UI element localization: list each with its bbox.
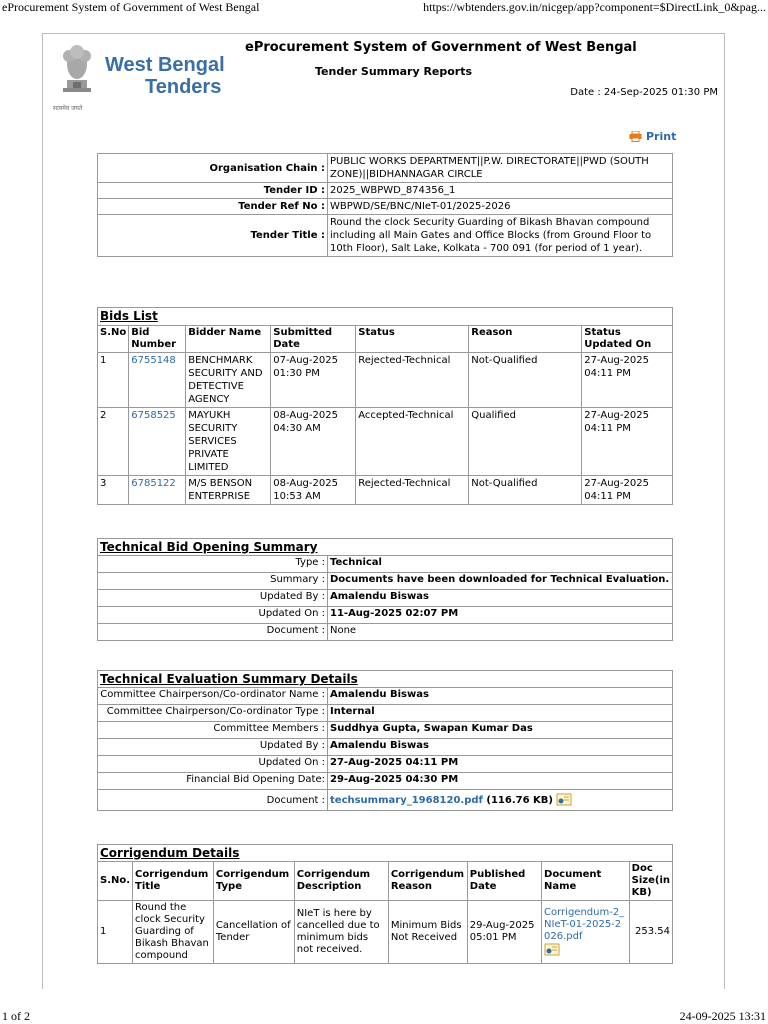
bid-number-link[interactable]: 6755148	[129, 353, 186, 408]
cell-submitted: 08-Aug-2025 04:30 AM	[271, 408, 356, 476]
column-header: Doc Size(in KB)	[629, 862, 672, 901]
field-value: WBPWD/SE/BNC/NIeT-01/2025-2026	[328, 199, 673, 215]
field-label: Organisation Chain :	[98, 154, 328, 183]
report-page	[42, 33, 725, 989]
browser-url: https://wbtenders.gov.in/nicgep/app?component=$DirectLink_0&pag...	[423, 0, 766, 14]
table-row	[98, 476, 673, 505]
field-value: 11-Aug-2025 02:07 PM	[328, 607, 673, 624]
technical-evaluation-table	[97, 670, 673, 811]
summary-row	[98, 573, 673, 590]
print-label: Print	[646, 130, 677, 143]
field-label: Document :	[98, 790, 328, 811]
certificate-icon[interactable]	[544, 943, 560, 957]
field-value: Internal	[328, 705, 673, 722]
field-value: Suddhya Gupta, Swapan Kumar Das	[328, 722, 673, 739]
field-value: 27-Aug-2025 04:11 PM	[328, 756, 673, 773]
browser-page-title: eProcurement System of Government of West Bengal	[2, 0, 260, 14]
cell-status: Rejected-Technical	[356, 353, 469, 408]
section-title: Bids List	[98, 308, 673, 326]
field-value: PUBLIC WORKS DEPARTMENT||P.W. DIRECTORATE||PWD (SOUTH ZONE)||BIDHANNAGAR CIRCLE	[328, 154, 673, 183]
corrigendum-document-link[interactable]: Corrigendum-2_NIeT-01-2025-2026.pdf	[544, 907, 625, 942]
cell-bidder: M/S BENSON ENTERPRISE	[186, 476, 271, 505]
section-title: Corrigendum Details	[98, 845, 673, 862]
cell-sno: 1	[98, 901, 133, 964]
section-title: Technical Bid Opening Summary	[98, 539, 673, 556]
print-button[interactable]	[629, 130, 676, 143]
summary-row	[98, 756, 673, 773]
column-header: S.No	[98, 326, 129, 353]
cell-reason: Qualified	[469, 408, 582, 476]
state-emblem-icon	[53, 40, 101, 102]
field-value: Documents have been downloaded for Technical Evaluation.	[328, 573, 673, 590]
column-header: Submitted Date	[271, 326, 356, 353]
column-header: Bidder Name	[186, 326, 271, 353]
browser-print-header	[0, 0, 768, 16]
field-value: Technical	[328, 556, 673, 573]
field-value: 29-Aug-2025 04:30 PM	[328, 773, 673, 790]
cell-submitted: 07-Aug-2025 01:30 PM	[271, 353, 356, 408]
cell-sno: 1	[98, 353, 129, 408]
table-row	[98, 408, 673, 476]
summary-row	[98, 556, 673, 573]
field-value: None	[328, 624, 673, 641]
summary-row	[98, 722, 673, 739]
field-label: Document :	[98, 624, 328, 641]
table-header-row	[98, 326, 673, 353]
summary-row	[98, 624, 673, 641]
tender-info-row	[98, 183, 673, 199]
bids-list-table	[97, 307, 673, 505]
field-label: Tender Title :	[98, 215, 328, 257]
certificate-icon[interactable]	[556, 793, 572, 807]
cell-doc-size: 253.54	[629, 901, 672, 964]
field-label: Tender ID :	[98, 183, 328, 199]
cell-submitted: 08-Aug-2025 10:53 AM	[271, 476, 356, 505]
cell-sno: 3	[98, 476, 129, 505]
summary-row	[98, 739, 673, 756]
bid-number-link[interactable]: 6758525	[129, 408, 186, 476]
column-header: S.No.	[98, 862, 133, 901]
column-header: Reason	[469, 326, 582, 353]
field-label: Updated By :	[98, 590, 328, 607]
document-cell	[328, 790, 673, 811]
column-header: Corrigendum Description	[294, 862, 388, 901]
cell-published: 29-Aug-2025 05:01 PM	[467, 901, 541, 964]
cell-updated: 27-Aug-2025 04:11 PM	[582, 476, 673, 505]
table-header-row	[98, 862, 673, 901]
cell-sno: 2	[98, 408, 129, 476]
browser-print-footer	[0, 1009, 768, 1024]
tender-info-row	[98, 215, 673, 257]
cell-description: NIeT is here by cancelled due to minimum bids not received.	[294, 901, 388, 964]
tender-info-row	[98, 154, 673, 183]
field-label: Committee Members :	[98, 722, 328, 739]
print-datetime: 24-09-2025 13:31	[679, 1009, 766, 1023]
document-link[interactable]: techsummary_1968120.pdf	[330, 795, 483, 806]
cell-updated: 27-Aug-2025 04:11 PM	[582, 353, 673, 408]
field-value: 2025_WBPWD_874356_1	[328, 183, 673, 199]
field-value: Amalendu Biswas	[328, 739, 673, 756]
field-label: Updated By :	[98, 739, 328, 756]
report-date: Date : 24-Sep-2025 01:30 PM	[570, 87, 718, 98]
cell-status: Accepted-Technical	[356, 408, 469, 476]
report-title: Tender Summary Reports	[315, 65, 473, 78]
field-label: Committee Chairperson/Co-ordinator Name :	[98, 688, 328, 705]
table-row	[98, 353, 673, 408]
summary-row	[98, 607, 673, 624]
logo-line-1: West Bengal	[105, 54, 225, 76]
field-label: Summary :	[98, 573, 328, 590]
field-label: Financial Bid Opening Date:	[98, 773, 328, 790]
cell-document	[542, 901, 630, 964]
emblem-caption: सत्यमेव जयते	[53, 105, 83, 112]
bid-number-link[interactable]: 6785122	[129, 476, 186, 505]
printer-icon	[629, 131, 642, 142]
column-header: Published Date	[467, 862, 541, 901]
summary-row	[98, 705, 673, 722]
cell-reason: Not-Qualified	[469, 353, 582, 408]
corrigendum-table	[97, 844, 673, 964]
cell-type: Cancellation of Tender	[213, 901, 294, 964]
column-header: Bid Number	[129, 326, 186, 353]
tender-info-table	[97, 153, 673, 257]
document-size: (116.76 KB)	[486, 795, 553, 806]
field-label: Updated On :	[98, 756, 328, 773]
summary-row	[98, 688, 673, 705]
field-value: Amalendu Biswas	[328, 688, 673, 705]
summary-row	[98, 590, 673, 607]
cell-updated: 27-Aug-2025 04:11 PM	[582, 408, 673, 476]
cell-reason: Minimum Bids Not Received	[388, 901, 467, 964]
column-header: Document Name	[542, 862, 630, 901]
technical-bid-opening-table	[97, 538, 673, 641]
summary-row	[98, 790, 673, 811]
cell-reason: Not-Qualified	[469, 476, 582, 505]
page-count: 1 of 2	[2, 1009, 30, 1023]
field-value: Round the clock Security Guarding of Bikash Bhavan compound including all Main Gates and Office Blocks (from Ground Floor to 10th Floor), Salt Lake, Kolkata - 700 091 (for period of 1 year).	[328, 215, 673, 257]
field-label: Type :	[98, 556, 328, 573]
column-header: Corrigendum Reason	[388, 862, 467, 901]
cell-status: Rejected-Technical	[356, 476, 469, 505]
cell-bidder: MAYUKH SECURITY SERVICES PRIVATE LIMITED	[186, 408, 271, 476]
summary-row	[98, 773, 673, 790]
column-header: Status	[356, 326, 469, 353]
section-title: Technical Evaluation Summary Details	[98, 671, 673, 688]
field-label: Committee Chairperson/Co-ordinator Type :	[98, 705, 328, 722]
field-label: Updated On :	[98, 607, 328, 624]
table-row	[98, 901, 673, 964]
tender-info-row	[98, 199, 673, 215]
field-label: Tender Ref No :	[98, 199, 328, 215]
logo-text	[105, 54, 237, 98]
page-title: eProcurement System of Government of West Bengal	[245, 40, 637, 55]
site-logo[interactable]	[53, 40, 233, 114]
cell-bidder: BENCHMARK SECURITY AND DETECTIVE AGENCY	[186, 353, 271, 408]
column-header: Corrigendum Title	[133, 862, 214, 901]
logo-line-2: Tenders	[145, 76, 222, 98]
cell-title: Round the clock Security Guarding of Bikash Bhavan compound	[133, 901, 214, 964]
field-value: Amalendu Biswas	[328, 590, 673, 607]
column-header: Corrigendum Type	[213, 862, 294, 901]
column-header: Status Updated On	[582, 326, 673, 353]
